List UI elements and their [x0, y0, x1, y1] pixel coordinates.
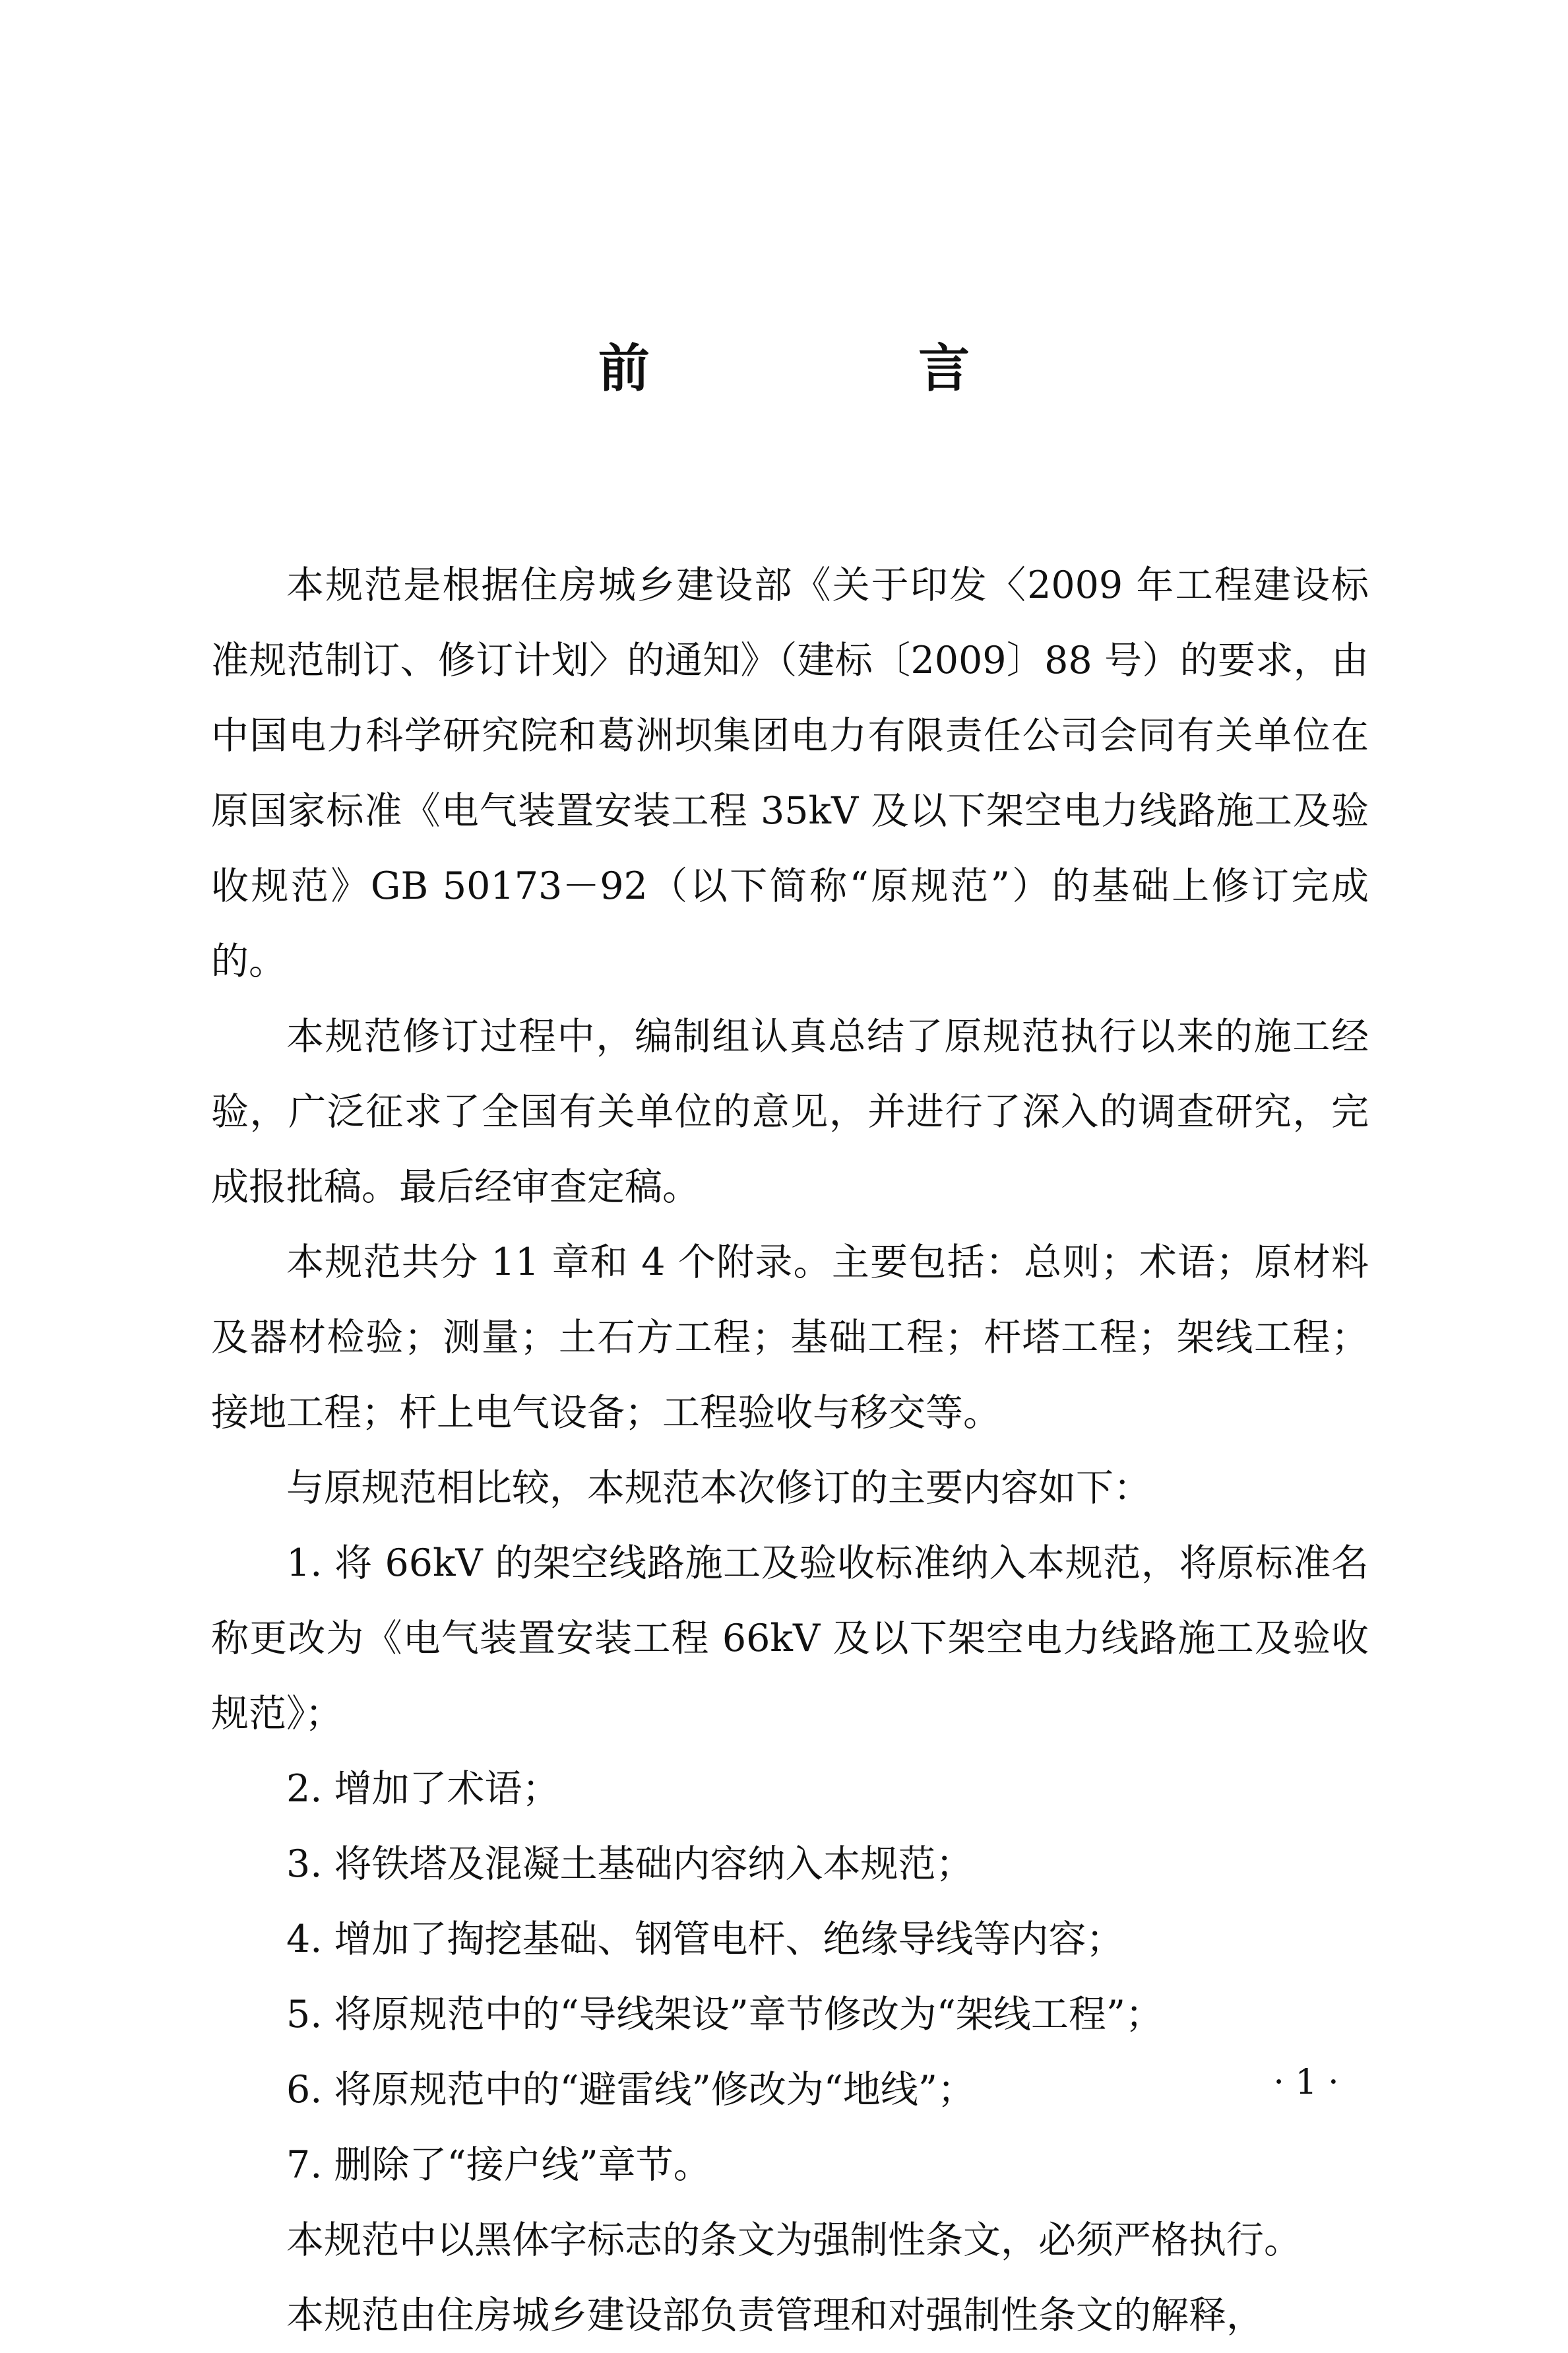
- list-item-6: 6. 将原规范中的“避雷线”修改为“地线”；: [286, 2068, 976, 2111]
- paragraph-1: 本规范是根据住房城乡建设部《关于印发〈2009 年工程建设标准规范制订、修订计划〉的通知》（建标〔2009〕88 号）的要求，由中国电力科学研究院和葛洲坝集团电力有限责任公司会同有关单位在原国家标准《电气装置安装工程 35kV 及以下架空电力线路施工及验收规范》GB 50173－92（以下简称“原规范”）的基础上修订完成的。: [211, 564, 1369, 983]
- list-item-1: 1. 将 66kV 的架空线路施工及验收标准纳入本规范，将原标准名称更改为《电气装置安装工程 66kV 及以下架空电力线路施工及验收规范》；: [211, 1541, 1369, 1735]
- paragraph-3: 本规范共分 11 章和 4 个附录。主要包括：总则；术语；原材料及器材检验；测量；土石方工程；基础工程；杆塔工程；架线工程；接地工程；杆上电气设备；工程验收与移交等。: [211, 1241, 1369, 1434]
- list-item-3: 3. 将铁塔及混凝土基础内容纳入本规范；: [286, 1842, 974, 1886]
- paragraph-mandatory: 本规范中以黑体字标志的条文为强制性条文，必须严格执行。: [286, 2218, 1301, 2262]
- paragraph-management: 本规范由住房城乡建设部负责管理和对强制性条文的解释，: [286, 2294, 1264, 2337]
- list-item-2: 2. 增加了术语；: [286, 1767, 560, 1811]
- paragraph-4: 与原规范相比较，本规范本次修订的主要内容如下：: [286, 1466, 1151, 1510]
- body-text: [211, 548, 1369, 2353]
- list-item-4: 4. 增加了掏挖基础、钢管电杆、绝缘导线等内容；: [286, 1918, 1124, 1961]
- paragraph-2: 本规范修订过程中，编制组认真总结了原规范执行以来的施工经验，广泛征求了全国有关单位的意见，并进行了深入的调查研究，完成报批稿。最后经审查定稿。: [211, 1015, 1369, 1209]
- list-item-5: 5. 将原规范中的“导线架设”章节修改为“架线工程”；: [286, 1993, 1164, 2036]
- list-item-7: 7. 删除了“接户线”章节。: [286, 2143, 711, 2187]
- page-title: 前 言: [598, 339, 1096, 399]
- page-number: · 1 ·: [1273, 2063, 1339, 2102]
